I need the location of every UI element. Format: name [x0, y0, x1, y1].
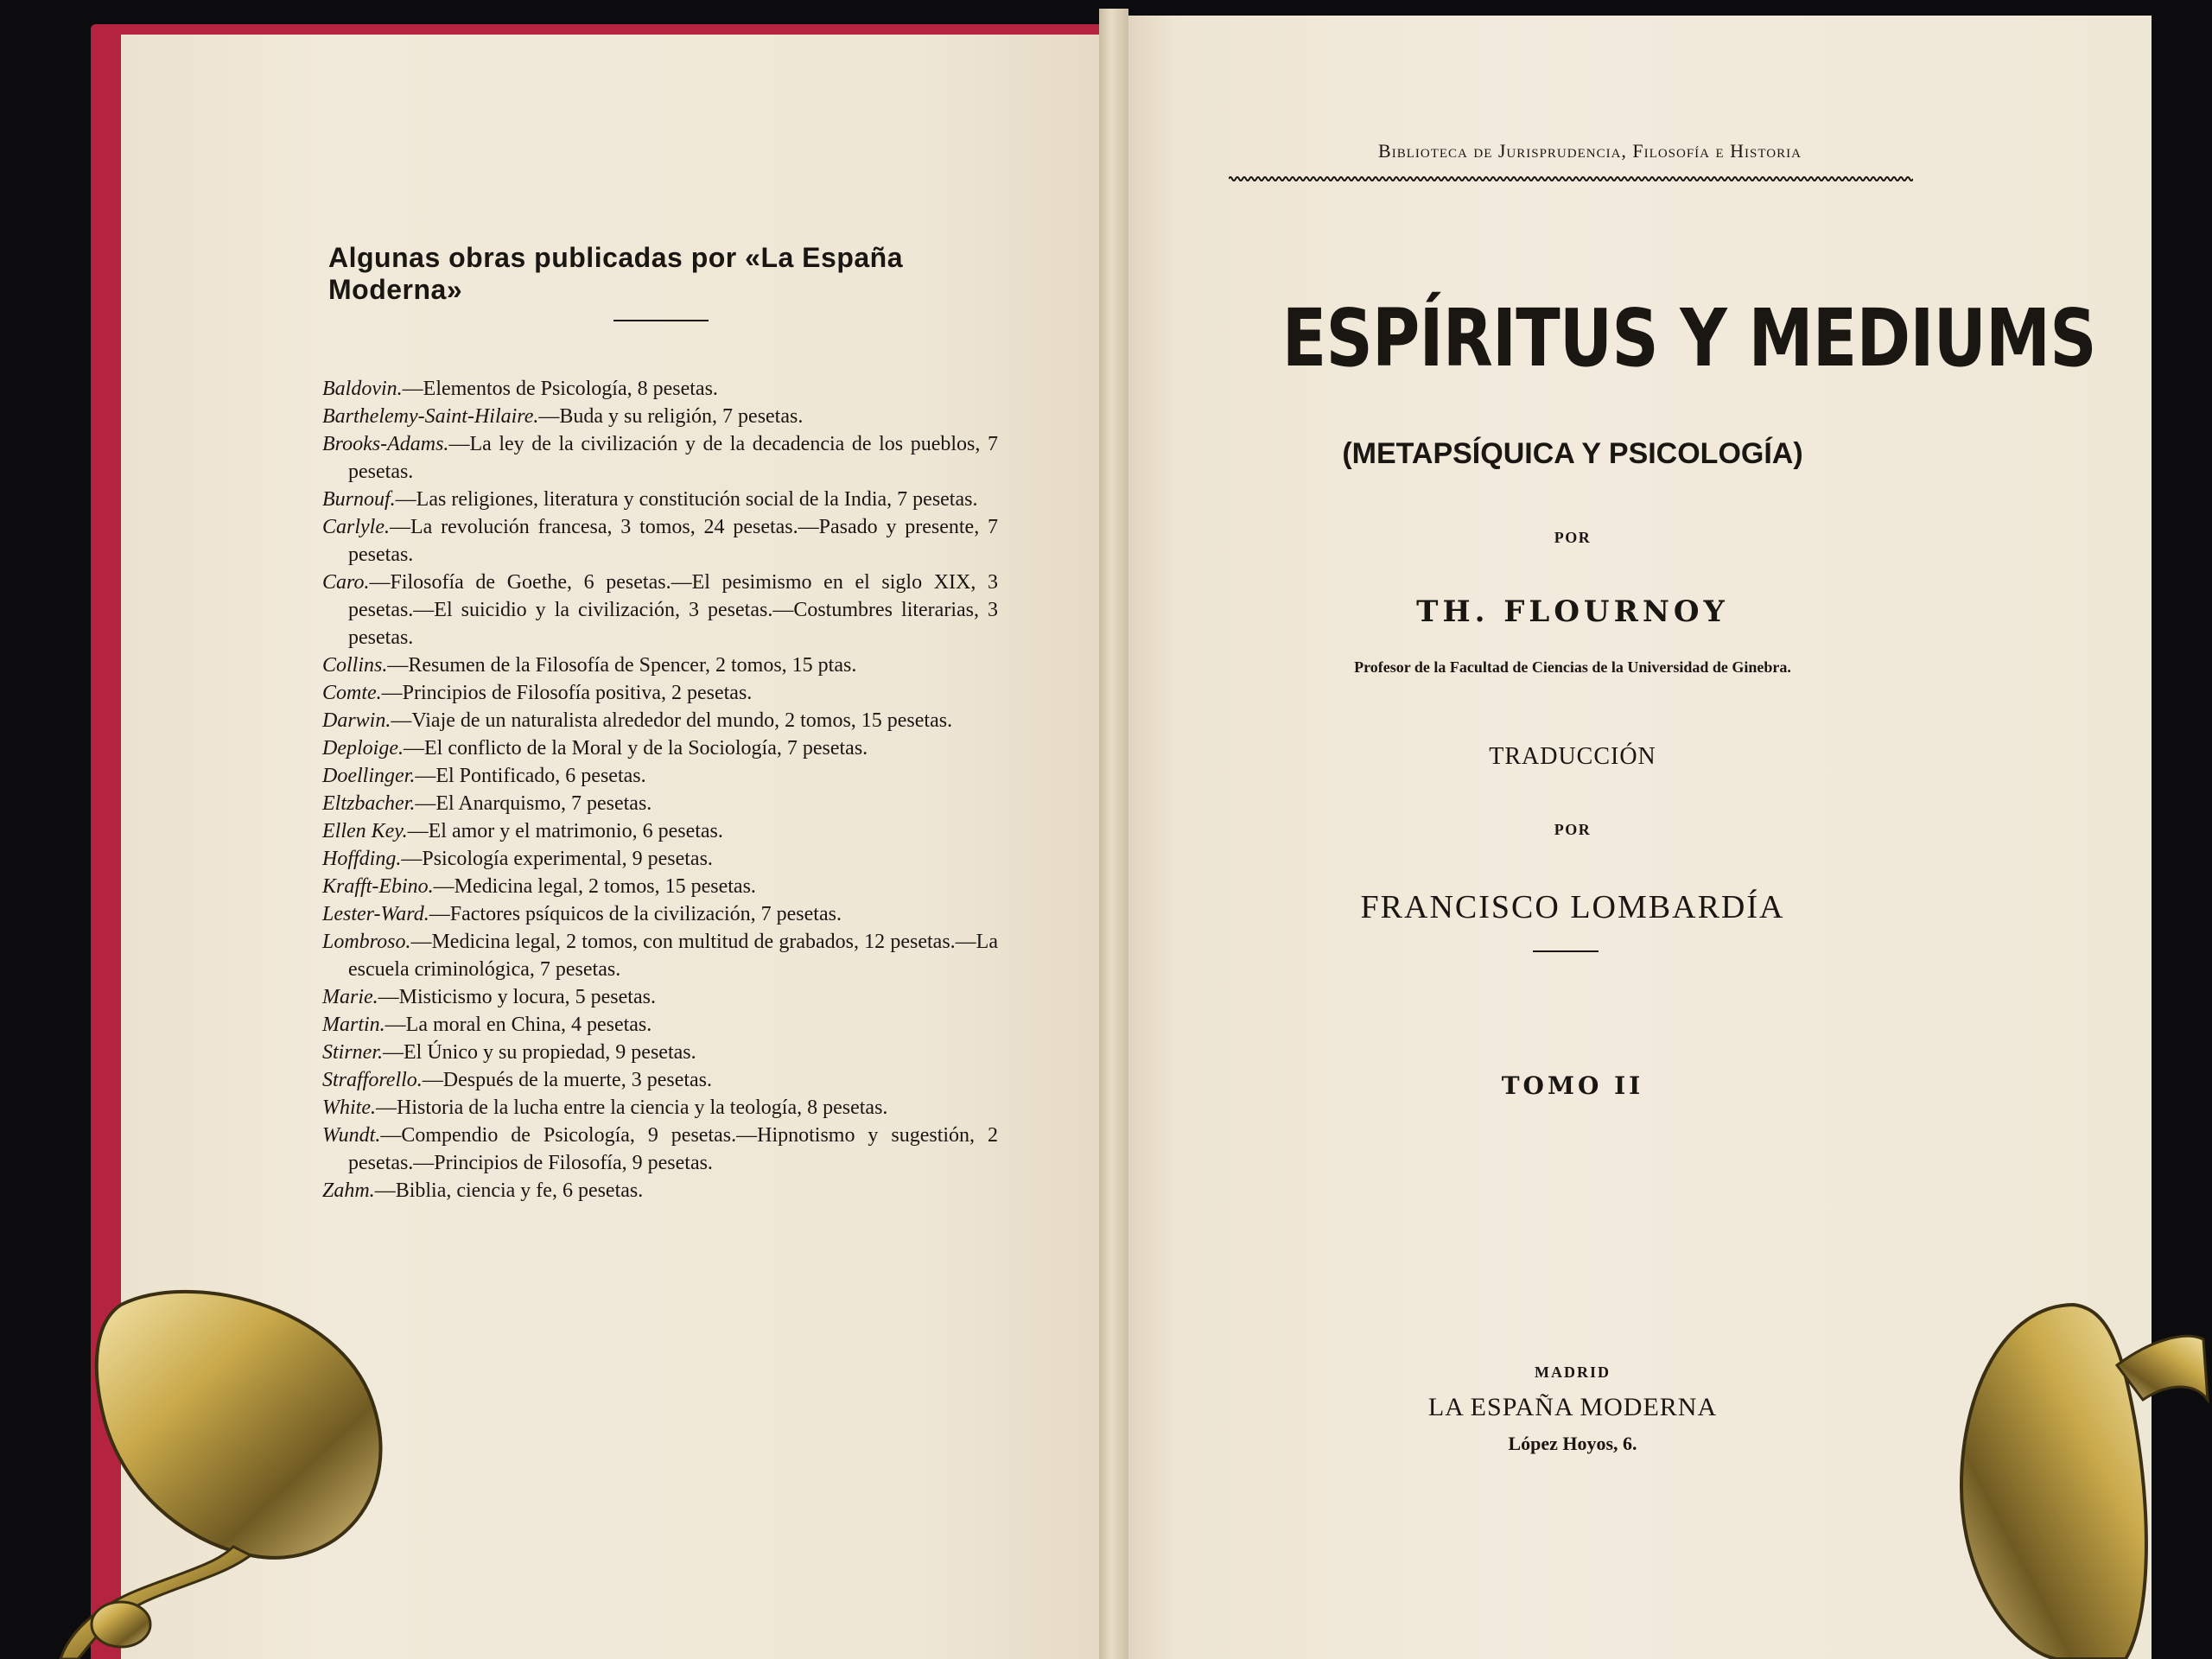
- catalog-entry: [322, 569, 998, 652]
- catalog-entry-text: —Resumen de la Filosofía de Spencer, 2 tomos, 15 ptas.: [387, 654, 857, 677]
- catalog-entry-author: Lester-Ward.: [322, 903, 429, 925]
- left-page-clip: [52, 1270, 415, 1659]
- publisher-address: López Hoyos, 6.: [1508, 1433, 1637, 1454]
- catalog-entry-author: Collins.: [322, 654, 388, 677]
- book-gutter: [1099, 9, 1128, 1659]
- by-label: POR: [1554, 529, 1592, 546]
- catalog-entry: [322, 513, 998, 569]
- catalog-entry-author: Krafft-Ebino.: [322, 875, 434, 898]
- catalog-entry-text: —El amor y el matrimonio, 6 pesetas.: [407, 820, 723, 842]
- catalog-entry: [322, 900, 998, 928]
- catalog-heading: Algunas obras publicadas por «La España Moderna»: [328, 242, 903, 305]
- catalog-entry-author: Strafforello.: [322, 1069, 423, 1091]
- catalog-entry: [322, 1094, 998, 1122]
- catalog-entry-author: Martin.: [322, 1014, 385, 1036]
- catalog-entry-text: —El Pontificado, 6 pesetas.: [415, 765, 646, 787]
- catalog-entry: [322, 1122, 998, 1177]
- catalog-entry: [322, 817, 998, 845]
- book-subtitle: (METAPSÍQUICA Y PSICOLOGÍA): [1342, 437, 1803, 470]
- catalog-entry-text: —Factores psíquicos de la civilización, 7 pesetas.: [429, 903, 842, 925]
- catalog-entry-author: Lombroso.: [322, 931, 411, 953]
- catalog-entry: [322, 652, 998, 679]
- catalog-entry-author: Barthelemy-Saint-Hilaire.: [322, 405, 539, 428]
- catalog-list: [322, 375, 998, 1205]
- catalog-entry-author: Marie.: [322, 986, 378, 1008]
- catalog-entry-author: Stirner.: [322, 1041, 384, 1064]
- catalog-entry-author: White.: [322, 1096, 376, 1119]
- catalog-entry: [322, 928, 998, 983]
- catalog-entry: [322, 1011, 998, 1039]
- translator-by-label: POR: [1554, 821, 1592, 838]
- wavy-rule: [1229, 175, 1913, 183]
- translator-name: FRANCISCO LOMBARDÍA: [1360, 889, 1785, 925]
- catalog-entry: [322, 790, 998, 817]
- volume-label: TOMO II: [1501, 1071, 1644, 1100]
- catalog-entry-text: —Biblia, ciencia y fe, 6 pesetas.: [374, 1179, 644, 1202]
- catalog-entry-author: Ellen Key.: [322, 820, 408, 842]
- catalog-entry: [322, 762, 998, 790]
- catalog-entry: [322, 707, 998, 734]
- author-affiliation: Profesor de la Facultad de Ciencias de la Universidad de Ginebra.: [1354, 658, 1791, 676]
- catalog-entry: [322, 1177, 998, 1205]
- author-name: TH. FLOURNOY: [1416, 594, 1729, 629]
- catalog-entry-text: —La moral en China, 4 pesetas.: [385, 1014, 652, 1036]
- catalog-entry-author: Brooks-Adams.: [322, 433, 449, 455]
- catalog-entry-author: Doellinger.: [322, 765, 416, 787]
- catalog-entry: [322, 679, 998, 707]
- catalog-entry: [322, 1039, 998, 1066]
- catalog-entry-text: —La revolución francesa, 3 tomos, 24 pesetas.—Pasado y presente, 7 pesetas.: [348, 516, 998, 566]
- catalog-entry-text: —Misticismo y locura, 5 pesetas.: [378, 986, 656, 1008]
- right-page-clip: [1901, 1287, 2212, 1659]
- catalog-entry-text: —La ley de la civilización y de la decadencia de los pueblos, 7 pesetas.: [348, 433, 998, 483]
- catalog-entry-author: Zahm.: [322, 1179, 375, 1202]
- catalog-entry: [322, 983, 998, 1011]
- series-title: Biblioteca de Jurisprudencia, Filosofía e Historia: [1378, 140, 1802, 162]
- catalog-entry-text: —Compendio de Psicología, 9 pesetas.—Hipnotismo y sugestión, 2 pesetas.—Principios de Filosofía, 9 pesetas.: [348, 1124, 998, 1174]
- book-title: ESPÍRITUS Y MEDIUMS: [1281, 292, 2096, 385]
- catalog-entry-text: —Medicina legal, 2 tomos, con multitud de grabados, 12 pesetas.—La escuela criminológica, 7 pesetas.: [348, 931, 998, 981]
- translation-label: TRADUCCIÓN: [1489, 743, 1656, 770]
- catalog-entry-text: —Elementos de Psicología, 8 pesetas.: [402, 378, 718, 400]
- catalog-entry-text: —El conflicto de la Moral y de la Sociología, 7 pesetas.: [403, 737, 868, 760]
- translator-rule: [1533, 950, 1599, 952]
- catalog-entry-author: Deploige.: [322, 737, 404, 760]
- catalog-entry: [322, 734, 998, 762]
- catalog-entry-text: —El Único y su propiedad, 9 pesetas.: [383, 1041, 696, 1064]
- catalog-entry: [322, 1066, 998, 1094]
- catalog-entry-text: —Filosofía de Goethe, 6 pesetas.—El pesimismo en el siglo XIX, 3 pesetas.—El suicidio y la civilización, 3 pesetas.—Costumbres literarias, 3 pesetas.: [348, 571, 998, 649]
- catalog-entry: [322, 430, 998, 486]
- catalog-entry-author: Eltzbacher.: [322, 792, 416, 815]
- catalog-entry-text: —Principios de Filosofía positiva, 2 pesetas.: [381, 682, 753, 704]
- catalog-entry-text: —Psicología experimental, 9 pesetas.: [401, 848, 713, 870]
- catalog-entry-text: —Buda y su religión, 7 pesetas.: [538, 405, 804, 428]
- publisher-city: MADRID: [1535, 1363, 1611, 1381]
- catalog-entry-author: Burnouf.: [322, 488, 396, 511]
- catalog-entry-text: —Después de la muerte, 3 pesetas.: [422, 1069, 713, 1091]
- catalog-entry-author: Carlyle.: [322, 516, 390, 538]
- catalog-entry-text: —Viaje de un naturalista alrededor del mundo, 2 tomos, 15 pesetas.: [391, 709, 953, 732]
- catalog-entry: [322, 486, 998, 513]
- catalog-entry: [322, 845, 998, 873]
- catalog-entry: [322, 403, 998, 430]
- heading-rule: [613, 320, 709, 321]
- catalog-entry-text: —Medicina legal, 2 tomos, 15 pesetas.: [433, 875, 756, 898]
- catalog-entry-author: Darwin.: [322, 709, 391, 732]
- publisher-name: LA ESPAÑA MODERNA: [1427, 1393, 1718, 1421]
- catalog-entry: [322, 873, 998, 900]
- catalog-entry-author: Hoffding.: [322, 848, 402, 870]
- catalog-entry-author: Wundt.: [322, 1124, 381, 1147]
- catalog-entry-text: —El Anarquismo, 7 pesetas.: [415, 792, 652, 815]
- catalog-entry-author: Baldovin.: [322, 378, 403, 400]
- catalog-entry-text: —Las religiones, literatura y constitución social de la India, 7 pesetas.: [395, 488, 978, 511]
- catalog-entry-author: Comte.: [322, 682, 382, 704]
- catalog-entry: [322, 375, 998, 403]
- catalog-entry-text: —Historia de la lucha entre la ciencia y la teología, 8 pesetas.: [375, 1096, 888, 1119]
- catalog-entry-author: Caro.: [322, 571, 370, 594]
